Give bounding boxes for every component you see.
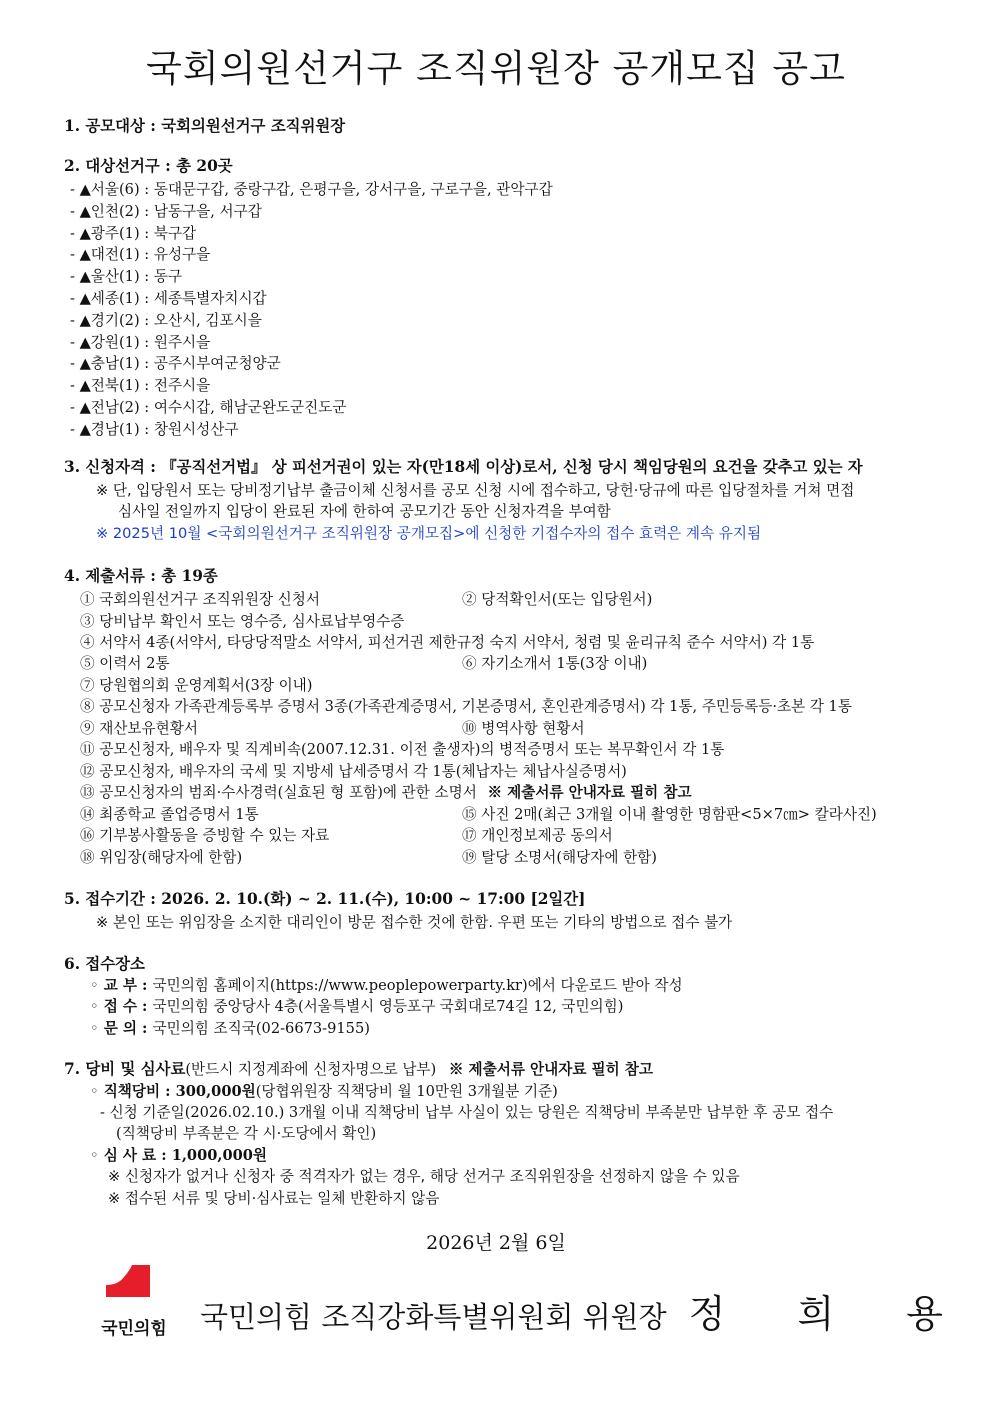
- district-item: - ▲경남(1) : 창원시성산구: [70, 421, 239, 438]
- section-7-label: 7. 당비 및 심사료: [64, 1060, 186, 1078]
- duty-fee-value: (당협위원장 직책당비 월 10만원 3개월분 기준): [255, 1083, 558, 1100]
- section-7-sublabel: (반드시 지정계좌에 신청자명으로 납부): [185, 1061, 437, 1078]
- doc-item-13: ⑬ 공모신청자의 범죄·수사경력(실효된 형 포함)에 관한 소명서: [80, 784, 477, 801]
- signature-org: 국민의힘 조직강화특별위원회 위원장: [200, 1300, 667, 1334]
- place-submission: [90, 997, 623, 1017]
- section-7-heading: [64, 1059, 653, 1080]
- party-logo-text: 국민의힘: [101, 1319, 167, 1339]
- district-item: - ▲서울(6) : 동대문구갑, 중랑구갑, 은평구을, 강서구을, 구로구을, 관악구갑: [70, 181, 553, 198]
- duty-fee: [90, 1082, 558, 1102]
- section-3-note-2: ※ 2025년 10월 <국회의원선거구 조직위원장 공개모집>에 신청한 기접수자의 접수 효력은 계속 유지됨: [96, 525, 762, 542]
- signature: [200, 1283, 973, 1338]
- section-5-label: 5. 접수기간 : 2026. 2. 10.(화) ~ 2. 11.(수), 10:00 ~ 17:00 [2일간]: [64, 890, 586, 908]
- doc-item: ⑰ 개인정보제공 동의서: [462, 827, 613, 844]
- doc-item-13-note: ※ 제출서류 안내자료 필히 참고: [487, 784, 692, 801]
- district-item: - ▲전북(1) : 전주시을: [70, 377, 211, 394]
- doc-item: ⑪ 공모신청자, 배우자 및 직계비속(2007.12.31. 이전 출생자)의 병적증명서 또는 복무확인서 각 1통: [80, 741, 725, 758]
- doc-item: ⑩ 병역사항 현황서: [462, 720, 585, 737]
- doc-item: ⑨ 재산보유현황서: [80, 720, 198, 737]
- place-inquiry-value: 국민의힘 조직국(02-6673-9155): [152, 1020, 370, 1037]
- section-6-label: 6. 접수장소: [64, 955, 145, 973]
- section-3-label: 3. 신청자격 : 『공직선거법』 상 피선거권이 있는 자(만18세 이상)로서, 신청 당시 책임당원의 요건을 갖추고 있는 자: [64, 458, 863, 476]
- place-distribution-value: 국민의힘 홈페이지(https://www.peoplepowerparty.kr)에서 다운로드 받아 작성: [152, 977, 683, 994]
- section-5-note: ※ 본인 또는 위임장을 소지한 대리인이 방문 접수한 것에 한함. 우편 또는 기타의 방법으로 접수 불가: [96, 914, 733, 931]
- duty-fee-key: ◦ 직책당비 : 300,000원: [90, 1083, 256, 1100]
- doc-item: ⑭ 최종학교 졸업증명서 1통: [80, 806, 259, 823]
- doc-item: ⑮ 사진 2매(최근 3개월 이내 촬영한 명함판<5×7㎝> 칼라사진): [462, 806, 877, 823]
- place-submission-key: ◦ 접 수 :: [90, 998, 153, 1015]
- doc-item: ③ 당비납부 확인서 또는 영수증, 심사료납부영수증: [80, 613, 405, 630]
- district-item: - ▲전남(2) : 여수시갑, 해남군완도군진도군: [70, 399, 347, 416]
- section-7-note: ※ 제출서류 안내자료 필히 참고: [448, 1061, 653, 1078]
- section-3-note-1b: 심사일 전일까지 입당이 완료된 자에 한하여 공모기간 동안 신청자격을 부여함: [118, 503, 611, 520]
- doc-item: ② 당적확인서(또는 입당원서): [462, 591, 653, 608]
- review-fee: ◦ 심 사 료 : 1,000,000원: [90, 1147, 268, 1164]
- page-title: 국회의원선거구 조직위원장 공개모집 공고: [146, 47, 846, 90]
- doc-item: ⑯ 기부봉사활동을 증빙할 수 있는 자료: [80, 827, 330, 844]
- doc-item: ① 국회의원선거구 조직위원장 신청서: [80, 591, 320, 608]
- party-logo-icon: [88, 1265, 180, 1315]
- district-item: - ▲광주(1) : 북구갑: [70, 225, 197, 242]
- section-1: [64, 116, 345, 136]
- place-inquiry-key: ◦ 문 의 :: [90, 1020, 153, 1037]
- party-logo: [88, 1265, 180, 1340]
- section-7-note-2: ※ 접수된 서류 및 당비·심사료는 일체 반환하지 않음: [108, 1190, 440, 1207]
- doc-item: ⑧ 공모신청자 가족관계등록부 증명서 3종(가족관계증명서, 기본증명서, 혼인관계증명서) 각 1통, 주민등록등·초본 각 1통: [80, 698, 852, 715]
- place-distribution-key: ◦ 교 부 :: [90, 977, 153, 994]
- district-item: - ▲충남(1) : 공주시부여군청양군: [70, 355, 281, 372]
- doc-item: ⑲ 탈당 소명서(해당자에 한함): [462, 849, 657, 866]
- doc-item: ④ 서약서 4종(서약서, 타당당적말소 서약서, 피선거권 제한규정 숙지 서약서, 청렴 및 윤리규칙 준수 서약서) 각 1통: [80, 634, 815, 651]
- doc-item: ⑱ 위임장(해당자에 한함): [80, 849, 243, 866]
- section-1-label: 1. 공모대상 :: [64, 117, 162, 135]
- district-item: - ▲세종(1) : 세종특별자치시갑: [70, 290, 267, 307]
- duty-fee-note-2: (직책당비 부족분은 각 시·도당에서 확인): [116, 1125, 377, 1142]
- section-2-label: 2. 대상선거구 : 총 20곳: [64, 157, 233, 175]
- duty-fee-note: - 신청 기준일(2026.02.10.) 3개월 이내 직책당비 납부 사실이 있는 당원은 직책당비 부족분만 납부한 후 공모 접수: [100, 1104, 834, 1121]
- signature-name: 정 희 용: [688, 1292, 973, 1336]
- district-item: - ▲강원(1) : 원주시을: [70, 334, 211, 351]
- place-distribution: [90, 976, 683, 996]
- section-3-note-1: ※ 단, 입당원서 또는 당비정기납부 출금이체 신청서를 공모 신청 시에 접수하고, 당헌·당규에 따른 입당절차를 거쳐 면접: [96, 482, 855, 499]
- doc-item: ⑦ 당원협의회 운영계획서(3장 이내): [80, 677, 313, 694]
- section-4-label: 4. 제출서류 : 총 19종: [64, 567, 218, 585]
- doc-item: ⑫ 공모신청자, 배우자의 국세 및 지방세 납세증명서 각 1통(체납자는 체납사실증명서): [80, 763, 627, 780]
- doc-item: ⑤ 이력서 2통: [80, 655, 170, 672]
- district-item: - ▲울산(1) : 동구: [70, 268, 183, 285]
- doc-item: ⑥ 자기소개서 1통(3장 이내): [462, 655, 648, 672]
- notice-date: 2026년 2월 6일: [426, 1232, 566, 1254]
- place-inquiry: [90, 1019, 370, 1039]
- district-item: - ▲경기(2) : 오산시, 김포시을: [70, 312, 262, 329]
- district-item: - ▲대전(1) : 유성구을: [70, 246, 211, 263]
- district-item: - ▲인천(2) : 남동구을, 서구갑: [70, 203, 262, 220]
- place-submission-value: 국민의힘 중앙당사 4층(서울특별시 영등포구 국회대로74길 12, 국민의힘): [152, 998, 624, 1015]
- section-7-note-1: ※ 신청자가 없거나 신청자 중 적격자가 없는 경우, 해당 선거구 조직위원장을 선정하지 않을 수 있음: [108, 1168, 740, 1185]
- doc-item: [80, 783, 692, 803]
- section-1-value: 국회의원선거구 조직위원장: [161, 117, 346, 135]
